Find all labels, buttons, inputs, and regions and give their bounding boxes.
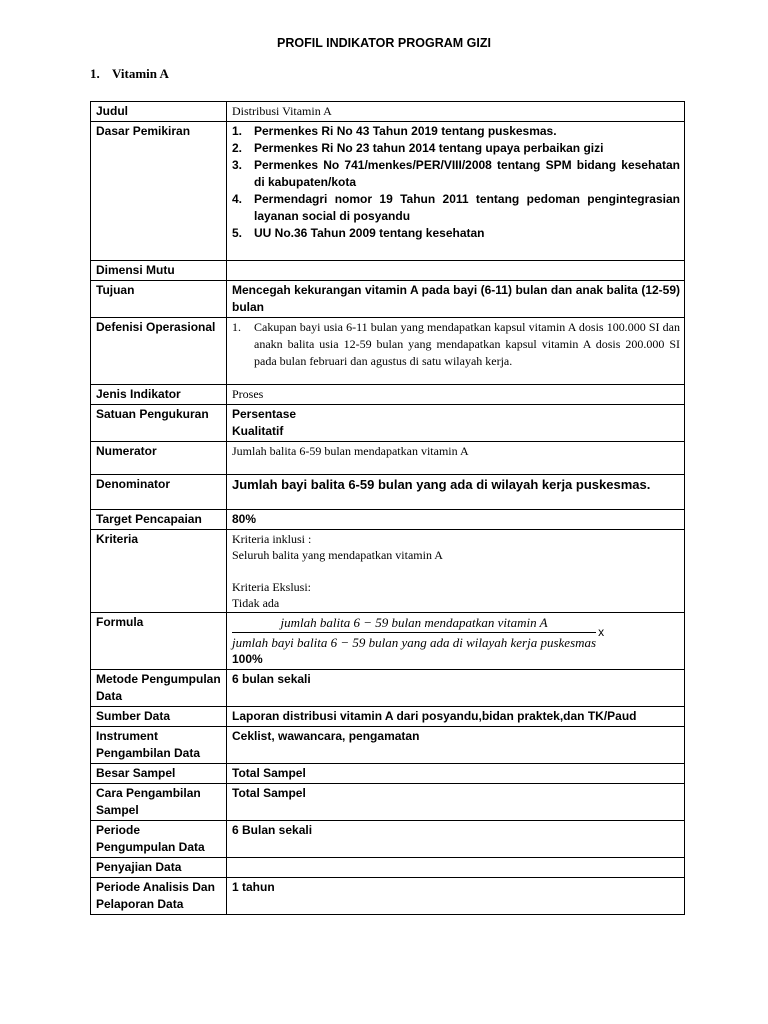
row-label-besar: Besar Sampel	[91, 764, 227, 784]
row-value-cara: Total Sampel	[227, 784, 685, 821]
row-label-dasar: Dasar Pemikiran	[91, 122, 227, 261]
row-value-instrument: Ceklist, wawancara, pengamatan	[227, 727, 685, 764]
row-value-numerator: Jumlah balita 6-59 bulan mendapatkan vitamin A	[227, 442, 685, 475]
row-label-denominator: Denominator	[91, 475, 227, 510]
table-row	[91, 727, 685, 764]
row-label-kriteria: Kriteria	[91, 530, 227, 613]
row-value-denominator: Jumlah bayi balita 6-59 bulan yang ada di wilayah kerja puskesmas.	[227, 475, 685, 510]
row-label-cara: Cara Pengambilan Sampel	[91, 784, 227, 821]
table-row	[91, 670, 685, 707]
list-item: 1. Permenkes Ri No 43 Tahun 2019 tentang puskesmas.	[232, 124, 557, 138]
row-label-jenis: Jenis Indikator	[91, 385, 227, 405]
list-item: 3. Permenkes No 741/menkes/PER/VIII/2008 tentang SPM bidang kesehatan di kabupaten/kota	[232, 158, 680, 189]
row-label-sumber: Sumber Data	[91, 707, 227, 727]
row-label-formula: Formula	[91, 613, 227, 670]
section-heading	[90, 66, 169, 82]
row-label-metode: Metode Pengumpulan Data	[91, 670, 227, 707]
document-title: PROFIL INDIKATOR PROGRAM GIZI	[277, 36, 491, 50]
formula-times: x	[598, 625, 605, 639]
satuan-value-2: Kualitatif	[232, 424, 284, 438]
row-value-satuan	[227, 405, 685, 442]
row-value-tujuan: Mencegah kekurangan vitamin A pada bayi (6-11) bulan dan anak balita (12-59) bulan	[227, 281, 685, 318]
table-row	[91, 858, 685, 878]
row-value-jenis: Proses	[227, 385, 685, 405]
row-label-periode: Periode Pengumpulan Data	[91, 821, 227, 858]
list-item: 1. Cakupan bayi usia 6-11 bulan yang mendapatkan kapsul vitamin A dosis 100.000 SI dan anakn balita usia 12-59 bulan yang mendapatkan kapsul vitamin A dosis 200.000 SI pada bulan februari dan agustus di satu wilayah kerja.	[232, 320, 680, 368]
satuan-value-1: Persentase	[232, 407, 297, 421]
table-row	[91, 405, 685, 442]
row-label-penyajian: Penyajian Data	[91, 858, 227, 878]
row-value-dimensi	[227, 261, 685, 281]
row-value-penyajian	[227, 858, 685, 878]
table-row	[91, 510, 685, 530]
formula	[232, 614, 680, 651]
row-label-satuan: Satuan Pengukuran	[91, 405, 227, 442]
kriteria-inklusi-title: Kriteria inklusi :	[232, 532, 312, 546]
table-row	[91, 122, 685, 261]
list-item: 5. UU No.36 Tahun 2009 tentang kesehatan	[232, 226, 485, 240]
table-row	[91, 318, 685, 385]
row-label-judul: Judul	[91, 102, 227, 122]
row-value-besar: Total Sampel	[227, 764, 685, 784]
list-item: 4. Permendagri nomor 19 Tahun 2011 tentang pedoman pengintegrasian layanan social di posyandu	[232, 192, 680, 223]
row-label-dimensi: Dimensi Mutu	[91, 261, 227, 281]
table-row	[91, 784, 685, 821]
table-row	[91, 102, 685, 122]
row-label-numerator: Numerator	[91, 442, 227, 475]
row-value-metode: 6 bulan sekali	[227, 670, 685, 707]
table-row	[91, 878, 685, 915]
list-item: 2. Permenkes Ri No 23 tahun 2014 tentang upaya perbaikan gizi	[232, 141, 604, 155]
indicator-profile-table	[90, 101, 685, 915]
formula-fraction	[232, 614, 596, 651]
row-value-analisis: 1 tahun	[227, 878, 685, 915]
table-row	[91, 821, 685, 858]
row-value-kriteria	[227, 530, 685, 613]
formula-numerator: jumlah balita 6 − 59 bulan mendapatkan vitamin A	[232, 614, 596, 633]
row-label-analisis: Periode Analisis Dan Pelaporan Data	[91, 878, 227, 915]
table-row	[91, 764, 685, 784]
table-row	[91, 475, 685, 510]
table-row	[91, 281, 685, 318]
table-row	[91, 613, 685, 670]
dasar-list	[232, 123, 680, 242]
row-value-sumber: Laporan distribusi vitamin A dari posyandu,bidan praktek,dan TK/Paud	[227, 707, 685, 727]
kriteria-inklusi-value: Seluruh balita yang mendapatkan vitamin A	[232, 548, 443, 562]
table-row	[91, 530, 685, 613]
row-value-defenisi	[227, 318, 685, 385]
table-row	[91, 261, 685, 281]
table-row	[91, 707, 685, 727]
row-value-dasar	[227, 122, 685, 261]
row-value-judul: Distribusi Vitamin A	[227, 102, 685, 122]
row-label-instrument: Instrument Pengambilan Data	[91, 727, 227, 764]
row-label-defenisi: Defenisi Operasional	[91, 318, 227, 385]
formula-denominator: jumlah bayi balita 6 − 59 bulan yang ada di wilayah kerja puskesmas	[232, 635, 597, 650]
section-number: 1.	[90, 66, 100, 81]
section-title: Vitamin A	[112, 66, 169, 81]
formula-percent: 100%	[232, 652, 263, 666]
row-label-tujuan: Tujuan	[91, 281, 227, 318]
table-row	[91, 385, 685, 405]
row-value-periode: 6 Bulan sekali	[227, 821, 685, 858]
table-row	[91, 442, 685, 475]
row-value-formula	[227, 613, 685, 670]
row-value-target: 80%	[227, 510, 685, 530]
row-label-target: Target Pencapaian	[91, 510, 227, 530]
kriteria-eksklusi-title: Kriteria Ekslusi:	[232, 580, 311, 594]
kriteria-eksklusi-value: Tidak ada	[232, 596, 280, 610]
